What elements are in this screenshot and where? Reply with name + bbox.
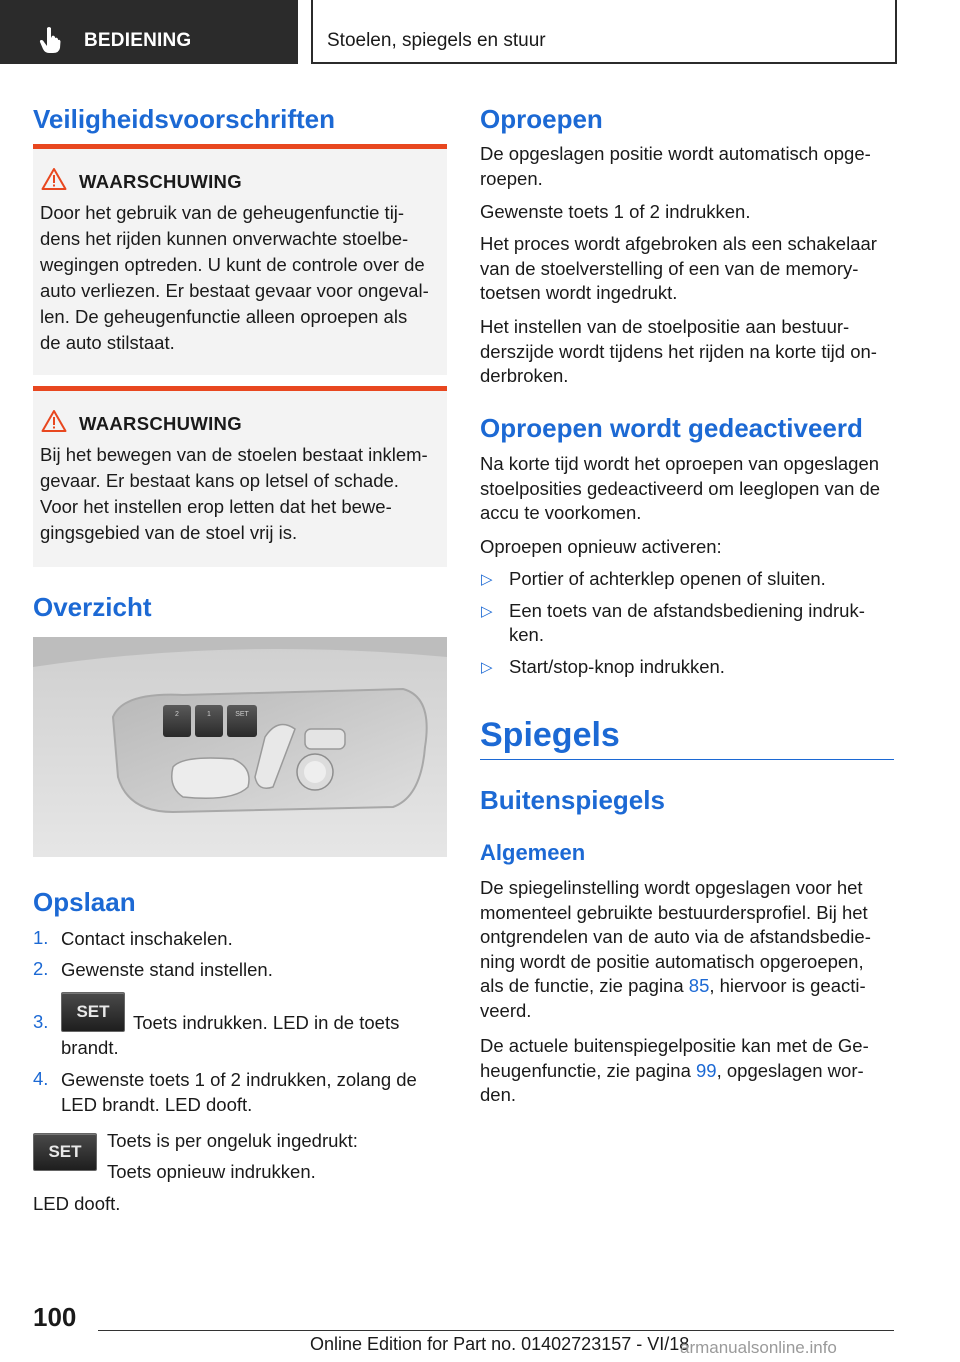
bullet-text-cont: ken. [509, 624, 544, 645]
text-line: ontgrendelen van de auto via de afstandsbedie- [480, 926, 871, 947]
set-button-image [61, 992, 125, 1032]
text-line: De spiegelinstelling wordt opgeslagen voor het [480, 877, 863, 898]
text-line: toetsen wordt ingedrukt. [480, 282, 678, 303]
set-button-image [33, 1133, 97, 1171]
text-run: , hiervoor is geacti- [709, 975, 866, 996]
step-number: 1. [33, 927, 49, 948]
outside-mirrors-heading: Buitenspiegels [480, 785, 665, 815]
deactivated-heading: Oproepen wordt gedeactiveerd [480, 413, 863, 443]
text-line: De actuele buitenspiegelpositie kan met de Ge- [480, 1035, 869, 1056]
text-run: als de functie, zie pagina [480, 975, 689, 996]
step-text: Contact inschakelen. [61, 928, 233, 949]
general-paragraph [480, 1034, 894, 1108]
text-line: veerd. [480, 999, 532, 1021]
footer-rule [98, 1330, 894, 1331]
warning-line: de auto stilstaat. [40, 332, 175, 353]
set-button-label: SET [76, 1002, 110, 1021]
edition-text: Online Edition for Part no. 01402723157 - VI/18 [310, 1334, 690, 1354]
photo-button-label: 2 [175, 711, 179, 718]
memory-buttons [163, 705, 257, 737]
warning-line: len. De geheugenfunctie alleen oproepen als [40, 306, 408, 327]
text-line [480, 1059, 894, 1084]
recall-paragraph: Gewenste toets 1 of 2 indrukken. [480, 201, 751, 222]
text-line: Het instellen van de stoelpositie aan bestuur- [480, 316, 850, 337]
deactivated-paragraph [480, 452, 894, 526]
warning-line: Voor het instellen erop letten dat het bewe- [40, 496, 392, 517]
step-text: Toets indrukken. LED in de toets [133, 1012, 400, 1033]
triangle-bullet-icon: ▷ [481, 571, 493, 588]
warning-line: Bij het bewegen van de stoelen bestaat inklem- [40, 444, 428, 465]
overview-heading: Overzicht [33, 592, 152, 622]
warning-line: dens het rijden kunnen onverwachte stoelbe- [40, 228, 409, 249]
text-line: De opgeslagen positie wordt automatisch opge- [480, 143, 871, 164]
text-run: heugenfunctie, zie pagina [480, 1059, 697, 1081]
note-text: Toets opnieuw indrukken. [107, 1161, 316, 1182]
chapter-title: Stoelen, spiegels en stuur [327, 30, 546, 51]
text-line: den. [480, 1084, 517, 1105]
text-line: momenteel gebruikte bestuurdersprofiel. Bij het [480, 901, 868, 923]
section-rule [480, 759, 894, 760]
warning-title: WAARSCHUWING [79, 413, 242, 434]
warning-title: WAARSCHUWING [79, 171, 242, 192]
step-text: Gewenste toets 1 of 2 indrukken, zolang de [61, 1069, 417, 1090]
step-text-cont: LED brandt. LED dooft. [61, 1094, 253, 1115]
warning-triangle-icon [41, 167, 67, 191]
step-text: Gewenste stand instellen. [61, 959, 273, 980]
triangle-bullet-icon: ▷ [481, 659, 493, 676]
photo-button-label: 1 [207, 711, 211, 718]
text-line: accu te voorkomen. [480, 502, 642, 523]
general-heading: Algemeen [480, 840, 586, 865]
text-line [480, 974, 894, 999]
recall-heading: Oproepen [480, 104, 603, 134]
warning-triangle-icon [41, 409, 67, 433]
recall-paragraph [480, 315, 894, 389]
warning-line: Door het gebruik van de geheugenfunctie tij- [40, 202, 405, 223]
recall-paragraph [480, 232, 894, 306]
text-line: derbroken. [480, 365, 569, 386]
text-line: van de stoelverstelling of een van de memory- [480, 257, 859, 279]
mirrors-heading: Spiegels [480, 716, 620, 754]
text-line: Na korte tijd wordt het oproepen van opgeslagen [480, 453, 880, 474]
bullet-text: Start/stop-knop indrukken. [509, 656, 725, 677]
section-tab[interactable] [0, 0, 298, 64]
warning-text [40, 442, 442, 546]
set-button-label: SET [48, 1142, 82, 1161]
photo-button-label: SET [235, 711, 249, 718]
text-line: roepen. [480, 167, 543, 189]
step-text-cont: brandt. [61, 1037, 119, 1058]
triangle-bullet-icon: ▷ [481, 603, 493, 620]
text-line: Het proces wordt afgebroken als een schakelaar [480, 233, 877, 254]
bullet-text: Een toets van de afstandsbediening indruk- [509, 600, 865, 621]
warning-box-1 [33, 144, 447, 375]
save-heading: Opslaan [33, 887, 136, 917]
note-text: LED dooft. [33, 1193, 121, 1214]
section-label: BEDIENING [84, 30, 192, 51]
deactivated-paragraph: Oproepen opnieuw activeren: [480, 536, 722, 557]
recall-paragraph [480, 142, 894, 191]
warning-line: wegingen optreden. U kunt de controle over de [40, 254, 425, 275]
warning-line: auto verliezen. Er bestaat gevaar voor ongeval- [40, 280, 429, 301]
step-number: 2. [33, 958, 49, 979]
seat-controls-photo [33, 637, 447, 857]
chapter-header [311, 0, 897, 64]
general-paragraph [480, 876, 894, 1023]
page-link-85[interactable]: 85 [688, 975, 710, 996]
note-text: Toets is per ongeluk ingedrukt: [107, 1130, 358, 1151]
page-link-99[interactable]: 99 [696, 1059, 717, 1081]
bullet-text: Portier of achterklep openen of sluiten. [509, 568, 826, 589]
text-line: ning wordt de positie automatisch opgeroepen, [480, 950, 864, 972]
text-line: derszijde wordt tijdens het rijden na korte tijd on- [480, 340, 877, 362]
safety-heading: Veiligheidsvoorschriften [33, 104, 335, 134]
warning-line: gevaar. Er bestaat kans op letsel of schade. [40, 470, 399, 491]
step-number: 3. [33, 1011, 49, 1032]
warning-line: gingsgebied van de stoel vrij is. [40, 522, 298, 543]
text-line: stoelposities gedeactiveerd om leeglopen van de [480, 477, 881, 499]
watermark: armanualsonline.info [680, 1338, 837, 1357]
text-run: , opgeslagen wor- [716, 1059, 864, 1081]
page-number: 100 [33, 1302, 77, 1332]
warning-text [40, 200, 442, 356]
step-number: 4. [33, 1068, 49, 1089]
warning-box-2 [33, 386, 447, 567]
hand-pointer-icon [38, 26, 62, 54]
